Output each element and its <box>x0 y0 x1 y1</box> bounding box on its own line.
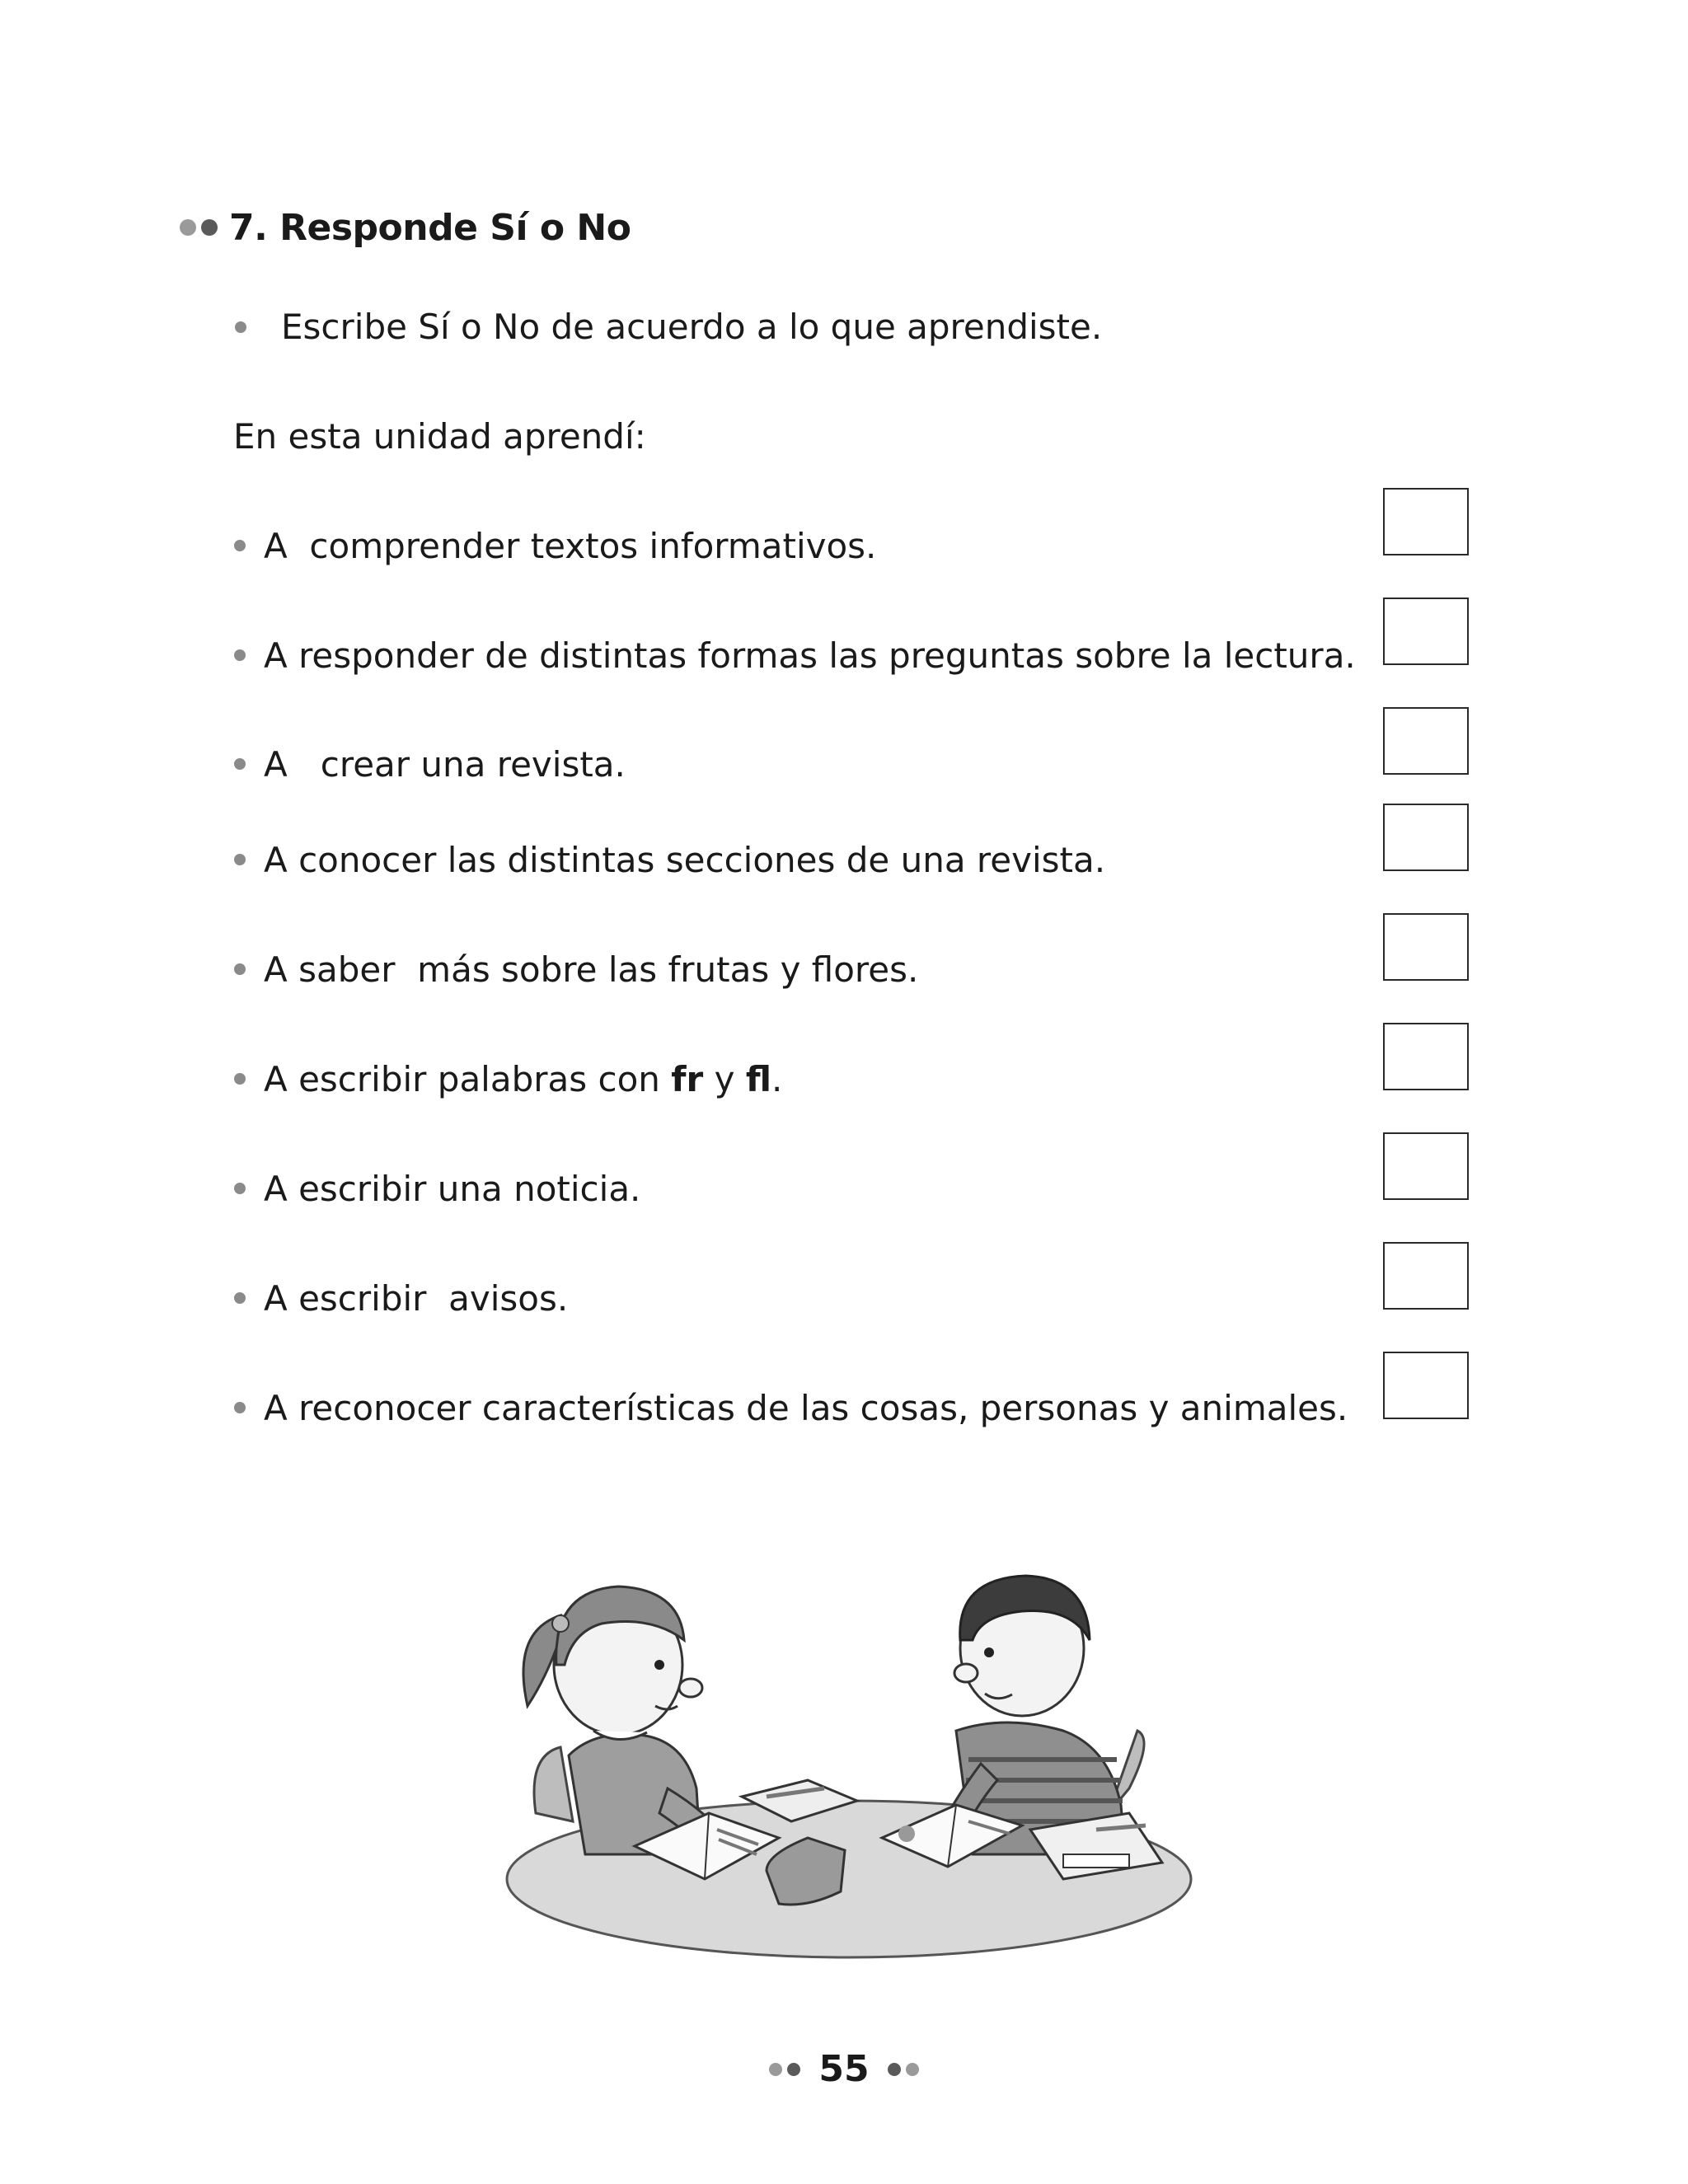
item-text: A reconocer características de las cosas, personas y animales. <box>264 1387 1348 1428</box>
children-reading-illustration <box>495 1541 1212 1970</box>
bullet-icon <box>234 963 246 975</box>
intro-text: En esta unidad aprendí: <box>233 416 646 457</box>
answer-box[interactable] <box>1383 1352 1469 1419</box>
item-text: A comprender textos informativos. <box>264 525 877 566</box>
page-number: 55 <box>818 2048 870 2090</box>
bullet-icon <box>235 321 246 333</box>
item-text-bold-fl: fl <box>745 1058 771 1099</box>
item-text: A responder de distintas formas las preguntas sobre la lectura. <box>264 635 1356 676</box>
list-item <box>234 835 1105 884</box>
answer-box[interactable] <box>1383 707 1469 775</box>
item-text: A crear una revista. <box>264 743 626 785</box>
bullet-icon <box>234 854 246 865</box>
answer-box[interactable] <box>1383 1242 1469 1310</box>
bullet-icon <box>234 540 246 551</box>
bullet-icon <box>234 1073 246 1085</box>
item-text: A saber más sobre las frutas y flores. <box>264 949 919 990</box>
answer-box[interactable] <box>1383 598 1469 665</box>
instruction-text: Escribe Sí o No de acuerdo a lo que aprendiste. <box>281 307 1103 347</box>
item-text-mid: y <box>703 1058 746 1099</box>
item-text: A escribir avisos. <box>264 1277 569 1319</box>
list-item <box>234 1164 640 1213</box>
bullet-icon <box>234 1183 246 1194</box>
list-item <box>234 739 626 789</box>
bullet-icon <box>234 1292 246 1304</box>
answer-box[interactable] <box>1383 488 1469 555</box>
double-dot-icon <box>888 2063 919 2076</box>
double-dot-icon <box>769 2063 800 2076</box>
item-text-prefix: A escribir palabras con <box>264 1058 672 1099</box>
list-item <box>234 630 1356 680</box>
list-item <box>234 944 918 994</box>
item-text-suffix: . <box>771 1058 783 1099</box>
answer-box[interactable] <box>1383 804 1469 871</box>
instruction <box>235 307 1102 347</box>
list-item <box>234 521 876 570</box>
answer-box[interactable] <box>1383 1132 1469 1200</box>
page-footer <box>0 2048 1688 2090</box>
answer-box[interactable] <box>1383 913 1469 981</box>
bullet-icon <box>234 1402 246 1413</box>
bullet-icon <box>234 758 246 770</box>
answer-box[interactable] <box>1383 1023 1469 1090</box>
double-dot-icon <box>180 219 218 236</box>
section-heading <box>180 201 631 254</box>
list-item <box>234 1054 782 1104</box>
list-item <box>234 1273 568 1323</box>
list-item <box>234 1383 1348 1432</box>
item-text: A escribir una noticia. <box>264 1168 641 1209</box>
bullet-icon <box>234 649 246 661</box>
heading-title: 7. Responde Sí o No <box>229 206 631 249</box>
item-text: A conocer las distintas secciones de una revista. <box>264 839 1106 880</box>
item-text-bold-fr: fr <box>671 1058 704 1099</box>
